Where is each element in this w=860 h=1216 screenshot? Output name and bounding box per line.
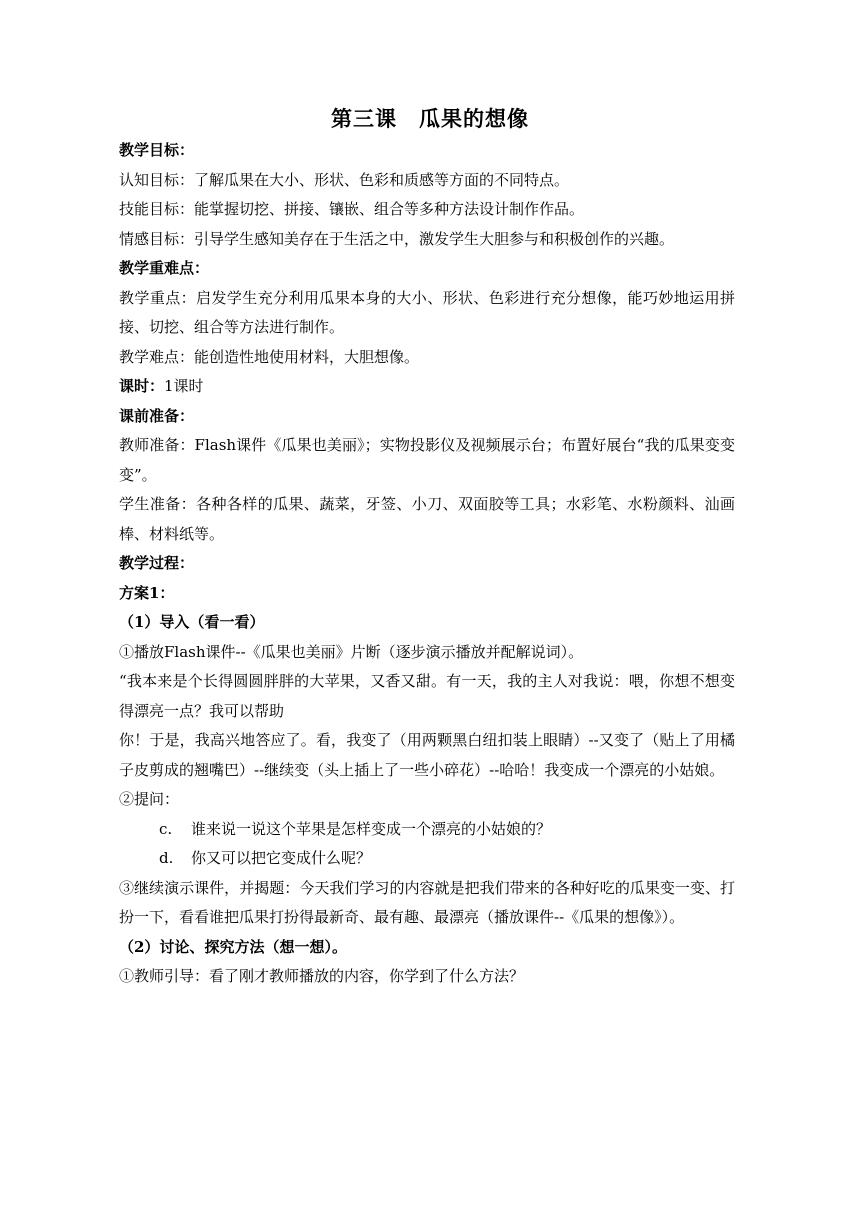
heading-step-introduction: （1）导入（看一看） bbox=[119, 613, 265, 631]
list-text-c: 谁来说一说这个苹果是怎样变成一个漂亮的小姑娘的？ bbox=[191, 819, 552, 838]
list-item-question-d bbox=[119, 844, 735, 874]
paragraph-narration-part1: “我本来是个长得圆圆胖胖的大苹果，又香又甜。有一天，我的主人对我说：喂，你想不想变得漂亮一点？我可以帮助 bbox=[119, 672, 735, 720]
class-hours-label: 课时： bbox=[119, 377, 165, 395]
heading-key-points: 教学重难点： bbox=[119, 259, 210, 277]
class-hours-value: 1课时 bbox=[164, 377, 204, 395]
heading-plan-1: 方案1： bbox=[119, 583, 175, 602]
paragraph-emotional-goal: 情感目标：引导学生感知美存在于生活之中，激发学生大胆参与和积极创作的兴趣。 bbox=[119, 229, 675, 248]
paragraph-cognitive-goal: 认知目标：了解瓜果在大小、形状、色彩和质感等方面的不同特点。 bbox=[119, 170, 570, 189]
paragraph-skill-goal: 技能目标：能掌握切挖、拼接、镶嵌、组合等多种方法设计制作作品。 bbox=[119, 200, 585, 218]
paragraph-questions-label: ②提问： bbox=[119, 790, 180, 808]
heading-teaching-process: 教学过程： bbox=[119, 554, 195, 572]
paragraph-teacher-preparation: 教师准备：Flash课件《瓜果也美丽》；实物投影仪及视频展示台；布置好展台“我的瓜果变变变”。 bbox=[119, 436, 735, 484]
list-text-d: 你又可以把它变成什么呢？ bbox=[191, 849, 372, 867]
document-body bbox=[119, 136, 735, 992]
list-item-question-c bbox=[119, 815, 735, 845]
paragraph-narration-part2: 你！于是，我高兴地答应了。看，我变了（用两颗黑白纽扣装上眼睛）--又变了（贴上了用橘子皮剪成的翘嘴巴）--继续变（头上插上了一些小碎花）--哈哈！我变成一个漂亮的小姑娘。 bbox=[119, 731, 735, 779]
heading-teaching-goals: 教学目标： bbox=[119, 141, 195, 159]
list-marker-d: d. bbox=[159, 849, 174, 867]
paragraph-play-courseware: ①播放Flash课件--《瓜果也美丽》片断（逐步演示播放并配解说词）。 bbox=[119, 642, 584, 661]
heading-step-discussion: （2）讨论、探究方法（想一想）。 bbox=[119, 937, 347, 956]
paragraph-class-hours bbox=[119, 372, 735, 402]
paragraph-student-preparation: 学生准备：各种各样的瓜果、蔬菜，牙签、小刀、双面胶等工具；水彩笔、水粉颜料、汕画棒、材料纸等。 bbox=[119, 495, 735, 543]
paragraph-teaching-focus: 教学重点：启发学生充分利用瓜果本身的大小、形状、色彩进行充分想像，能巧妙地运用拼接、切挖、组合等方法进行制作。 bbox=[119, 288, 735, 336]
paragraph-reveal-topic: ③继续演示课件，并揭题：今天我们学习的内容就是把我们带来的各种好吃的瓜果变一变、打扮一下，看看谁把瓜果打扮得最新奇、最有趣、最漂亮（播放课件--《瓜果的想像》）。 bbox=[119, 878, 735, 926]
lesson-title: 第三课 瓜果的想像 bbox=[331, 106, 529, 131]
paragraph-teaching-difficulty: 教学难点：能创造性地使用材料，大胆想像。 bbox=[119, 347, 420, 366]
list-marker-c: c. bbox=[159, 819, 173, 838]
heading-preparation: 课前准备： bbox=[119, 406, 195, 425]
paragraph-teacher-guide: ①教师引导：看了刚才教师播放的内容，你学到了什么方法？ bbox=[119, 967, 525, 985]
